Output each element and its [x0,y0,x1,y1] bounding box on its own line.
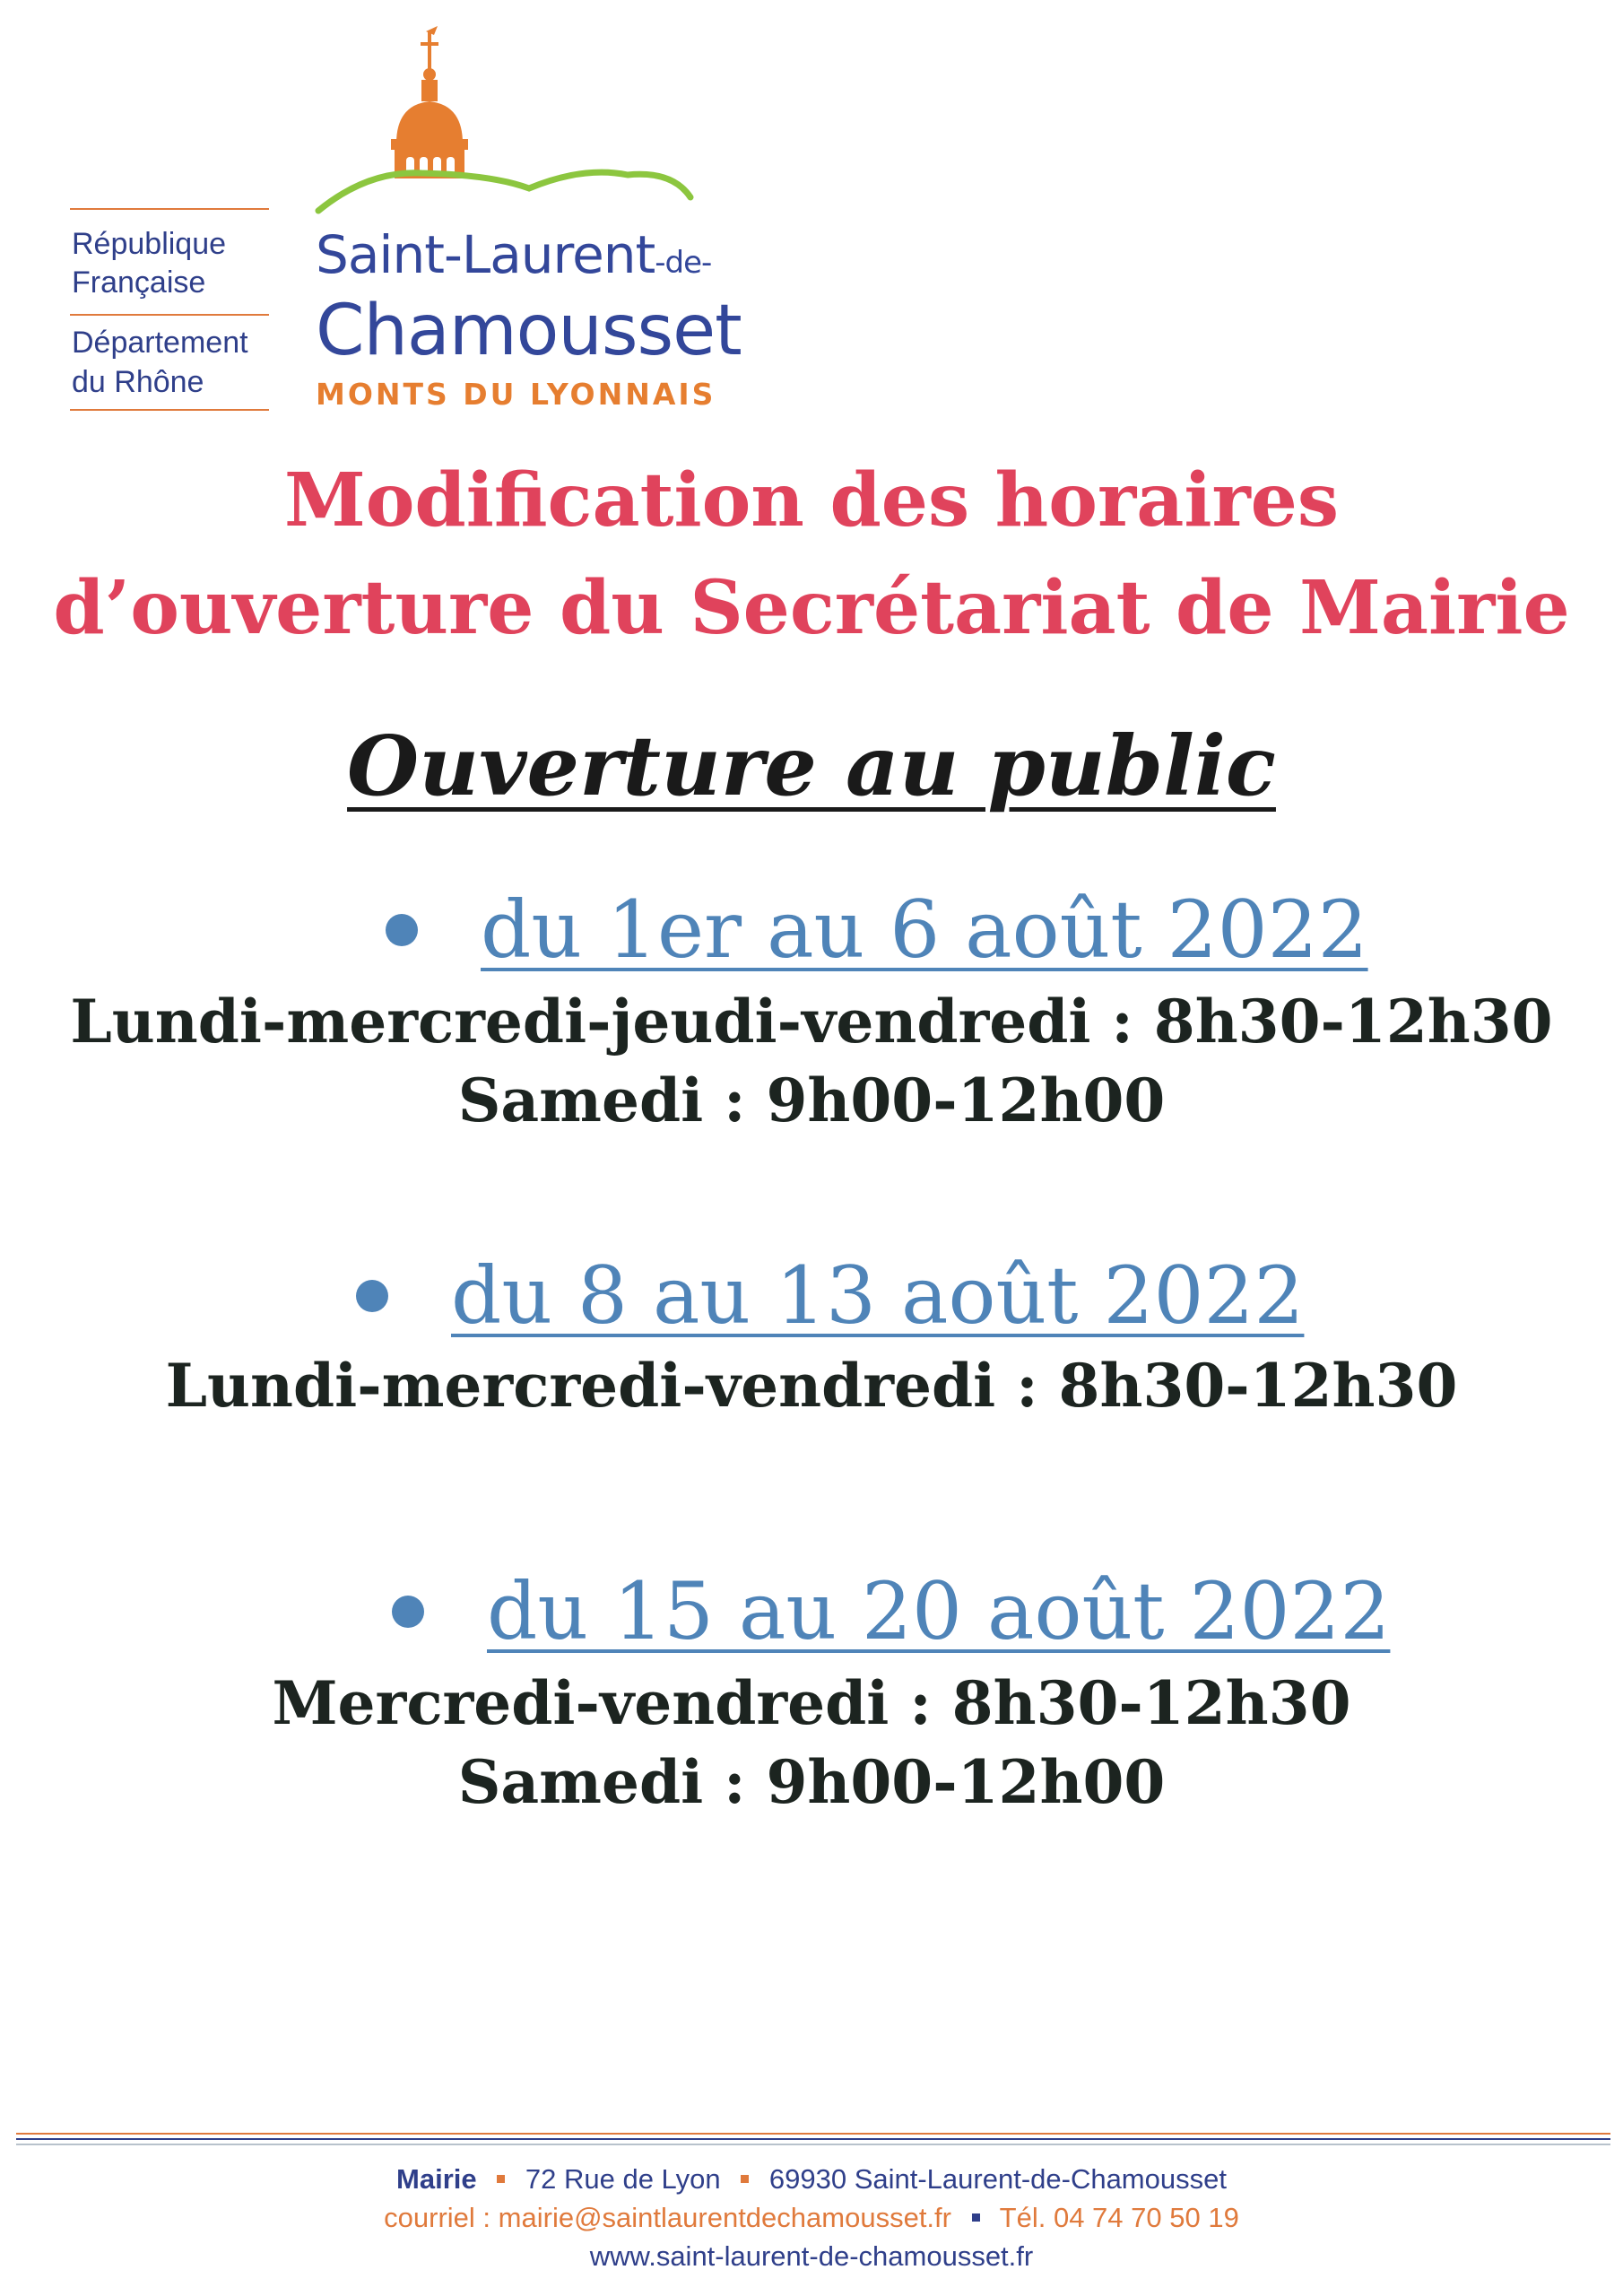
region-name: MONTS DU LYONNAIS [316,377,716,412]
footer-phone: Tél. 04 74 70 50 19 [999,2202,1239,2233]
church-dome-logo-icon [314,22,699,215]
period-1-hours-line1: Lundi-mercredi-jeudi-vendredi : 8h30-12h30 [70,987,1553,1057]
footer-divider-grey [16,2144,1610,2145]
period-3-hours-line1: Mercredi-vendredi : 8h30-12h30 [272,1668,1351,1738]
footer-email-label: courriel : [384,2202,491,2233]
separator-square-icon [741,2175,749,2183]
header-divider-middle [70,314,269,316]
period-2-hours-line1: Lundi-mercredi-vendredi : 8h30-12h30 [165,1351,1458,1421]
bullet-icon [356,1280,388,1312]
footer-email-link[interactable]: mairie@saintlaurentdechamousset.fr [498,2202,951,2233]
footer-divider-orange [16,2133,1610,2135]
bullet-icon [392,1596,424,1628]
footer-divider-blue [16,2138,1610,2140]
period-heading-2: du 8 au 13 août 2022 [356,1249,1304,1342]
period-heading-1: du 1er au 6 août 2022 [386,883,1368,976]
footer-website-link[interactable]: www.saint-laurent-de-chamousset.fr [589,2240,1034,2272]
footer-contact-row [0,2202,1623,2234]
page-title-line1: Modification des horaires [283,457,1340,544]
period-3-hours-line2: Samedi : 9h00-12h00 [457,1747,1166,1817]
footer-city: 69930 Saint-Laurent-de-Chamousset [768,2163,1227,2195]
footer-address: 72 Rue de Lyon [525,2163,721,2195]
separator-square-icon [497,2175,505,2183]
subtitle: Ouverture au public [347,718,1276,814]
hills-icon [318,172,690,211]
republique-line1: République [72,227,227,261]
footer-mairie-label: Mairie [396,2163,477,2195]
weather-vane-icon [426,26,438,35]
departement-line1: Département [72,326,248,360]
dome-icon [396,101,463,144]
separator-square-icon [972,2213,980,2222]
departement-line2: du Rhône [72,365,204,399]
period-1-hours-line2: Samedi : 9h00-12h00 [457,1065,1166,1135]
page-title-line2: d’ouverture du Secrétariat de Mairie [53,565,1570,651]
town-name-line1: Saint-Laurent-de- [316,224,712,285]
footer-address-row [0,2163,1623,2196]
town-name-line2: Chamousset [316,291,742,371]
period-heading-3: du 15 au 20 août 2022 [392,1565,1390,1657]
bullet-icon [386,914,418,946]
header-divider-bottom [70,409,269,411]
republique-line2: Française [72,265,206,300]
header-divider-top [70,208,269,210]
